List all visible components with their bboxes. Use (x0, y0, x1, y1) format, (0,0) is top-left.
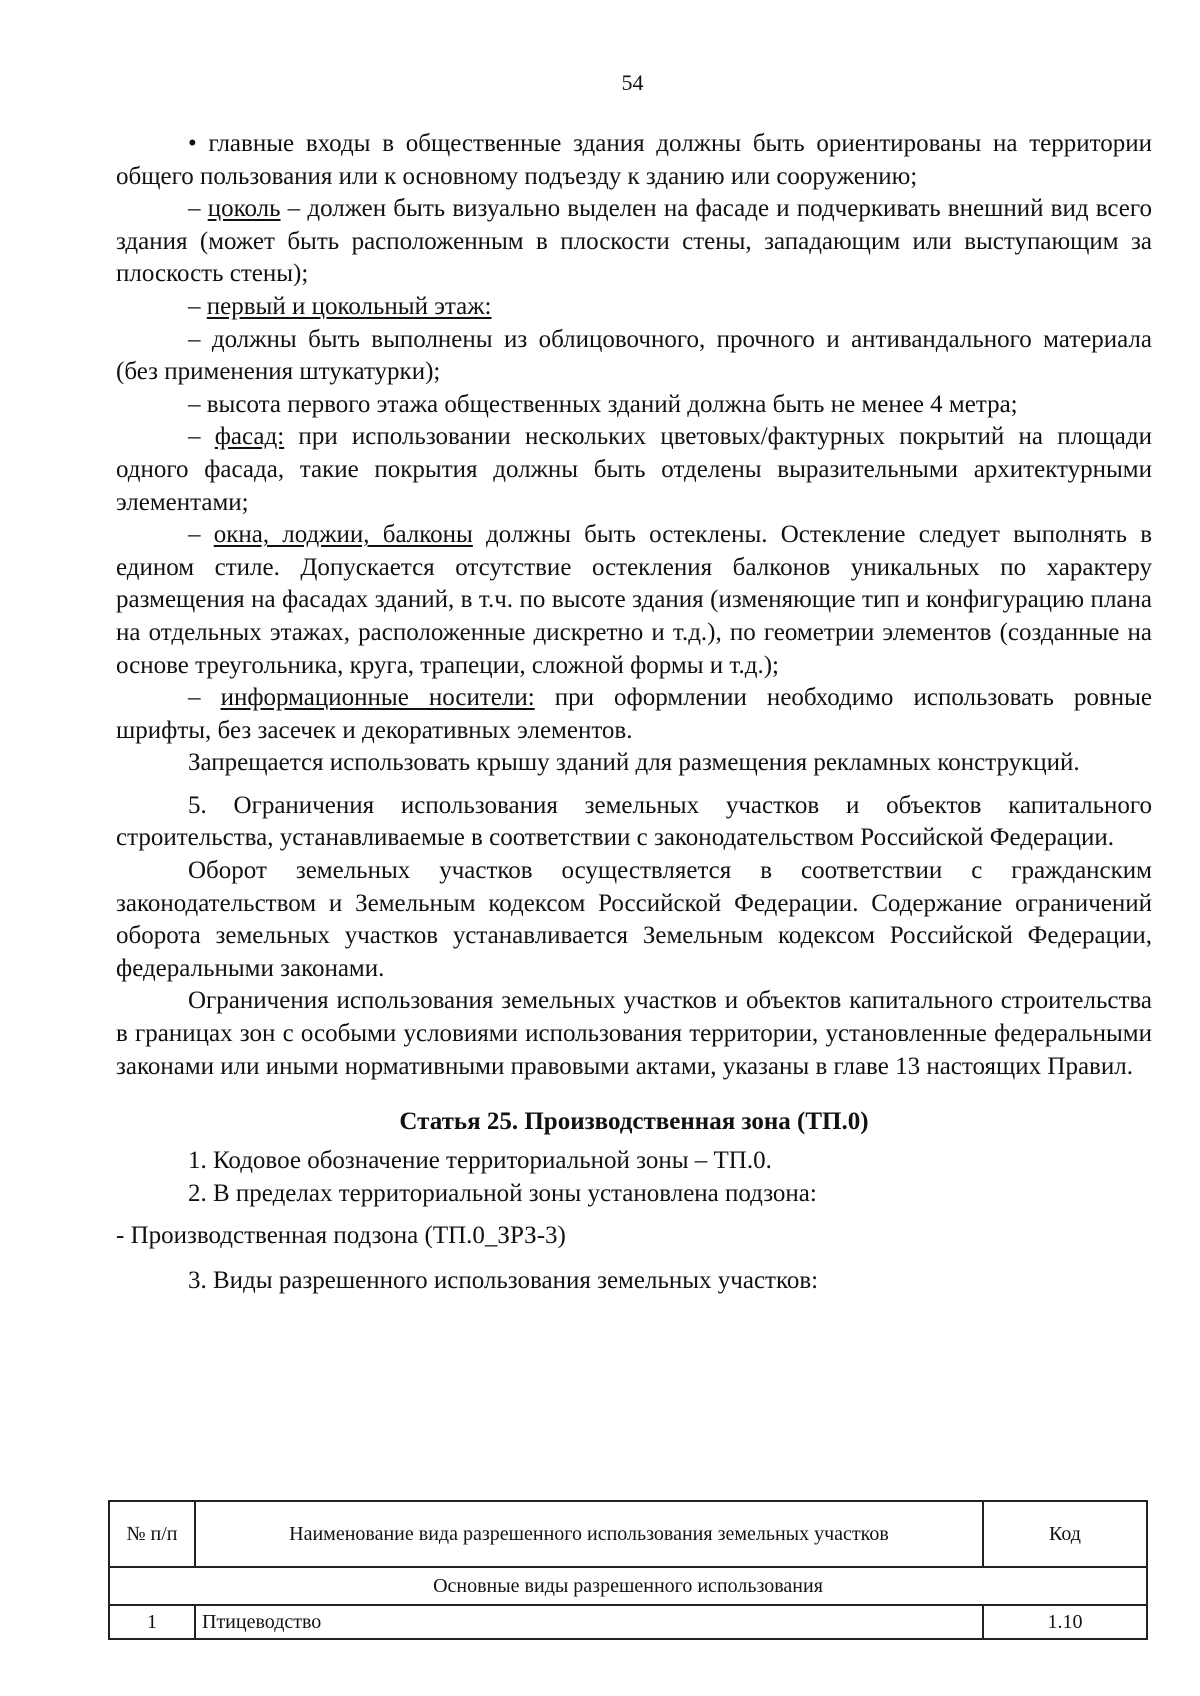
section-title: Основные виды разрешенного использования (109, 1567, 1147, 1605)
term-windows: окна, лоджии, балконы (213, 521, 473, 549)
header-number: № п/п (109, 1501, 195, 1567)
paragraph-info-carriers (116, 682, 1152, 747)
paragraph-ground-finish: – должны быть выполнены из облицовочного, прочного и антивандального материала (без применения штукатурки); (116, 325, 1152, 386)
table-section-row (109, 1567, 1147, 1605)
paragraph-windows (116, 519, 1152, 682)
article-title: Статья 25. Производственная зона (ТП.0) (399, 1108, 869, 1136)
term-plinth: цоколь (207, 195, 281, 223)
paragraph-facade (116, 421, 1152, 519)
term-ground-floor: первый и цокольный этаж: (206, 292, 492, 320)
cell-name: Птицеводство (195, 1605, 983, 1639)
dash: – (188, 423, 215, 451)
dash: – (188, 292, 207, 320)
plinth-text: – должен быть визуально выделен на фасаде и подчеркивать внешний вид всего здания (может быть расположенным в плоскости стены, западающим или выступающим за плоскость стены); (116, 195, 1153, 288)
list-item-1: 1. Кодовое обозначение территориальной зоны – ТП.0. (188, 1147, 772, 1175)
land-use-table (108, 1500, 1148, 1640)
document-body (116, 128, 1152, 1298)
term-info-carriers: информационные носители: (220, 684, 535, 712)
term-facade: фасад: (214, 423, 285, 451)
dash: – (188, 684, 221, 712)
paragraph-ground-floor (116, 291, 1152, 324)
cell-number: 1 (109, 1605, 195, 1639)
paragraph-entrances: • главные входы в общественные здания должны быть ориентированы на территории общего пользования или к основному подъезду к зданию или сооружению; (116, 130, 1152, 190)
table-header-row (109, 1501, 1147, 1567)
subzone-line: - Производственная подзона (ТП.0_ЗРЗ-3) (116, 1222, 566, 1250)
paragraph-restrictions: Ограничения использования земельных участков и объектов капитального строительства в границах зон с особыми условиями использования территории, установленные федеральными законами или иными нормативными правовыми актами, указаны в главе 13 настоящих Правил. (116, 987, 1152, 1080)
header-name: Наименование вида разрешенного использования земельных участков (195, 1501, 983, 1567)
info-text: при оформлении необходимо использовать ровные шрифты, без засечек и декоративных элементов. (116, 684, 1152, 744)
paragraph-turnover: Оборот земельных участков осуществляется в соответствии с гражданским законодательством и Земельным кодексом Российской Федерации. Содержание ограничений оборота земельных участков устанавливается Земельным кодексом Российской Федерации, федеральными законами. (116, 857, 1152, 982)
facade-text: при использовании нескольких цветовых/фактурных покрытий на площади одного фасада, такие покрытия должны быть отделены выразительными архитектурными элементами; (116, 423, 1152, 516)
list-item-2: 2. В пределах территориальной зоны установлена подзона: (188, 1179, 817, 1207)
paragraph-plinth (116, 193, 1152, 291)
paragraph-item-5: 5. Ограничения использования земельных участков и объектов капитального строительства, устанавливаемые в соответствии с законодательством Российской Федерации. (116, 791, 1152, 852)
list-item-3: 3. Виды разрешенного использования земельных участков: (188, 1267, 819, 1294)
windows-text: должны быть остеклены. Остекление следует выполнять в едином стиле. Допускается отсутствие остекления балконов уникальных по характеру размещения на фасадах зданий, в т.ч. по высоте здания (изменяющие тип и конфигурацию плана на отдельных этажах, расположенные дискретно и т.д.), по геометрии элементов (созданные на основе треугольника, круга, трапеции, сложной формы и т.д.); (116, 521, 1153, 679)
dash: – (188, 195, 208, 223)
dash: – (188, 521, 214, 549)
paragraph-roof-ban: Запрещается использовать крышу зданий для размещения рекламных конструкций. (188, 749, 1080, 777)
table-row (109, 1605, 1147, 1639)
paragraph-floor-height: – высота первого этажа общественных зданий должна быть не менее 4 метра; (188, 390, 1018, 418)
cell-code: 1.10 (983, 1605, 1147, 1639)
header-code: Код (983, 1501, 1147, 1567)
page-number: 54 (621, 70, 644, 95)
